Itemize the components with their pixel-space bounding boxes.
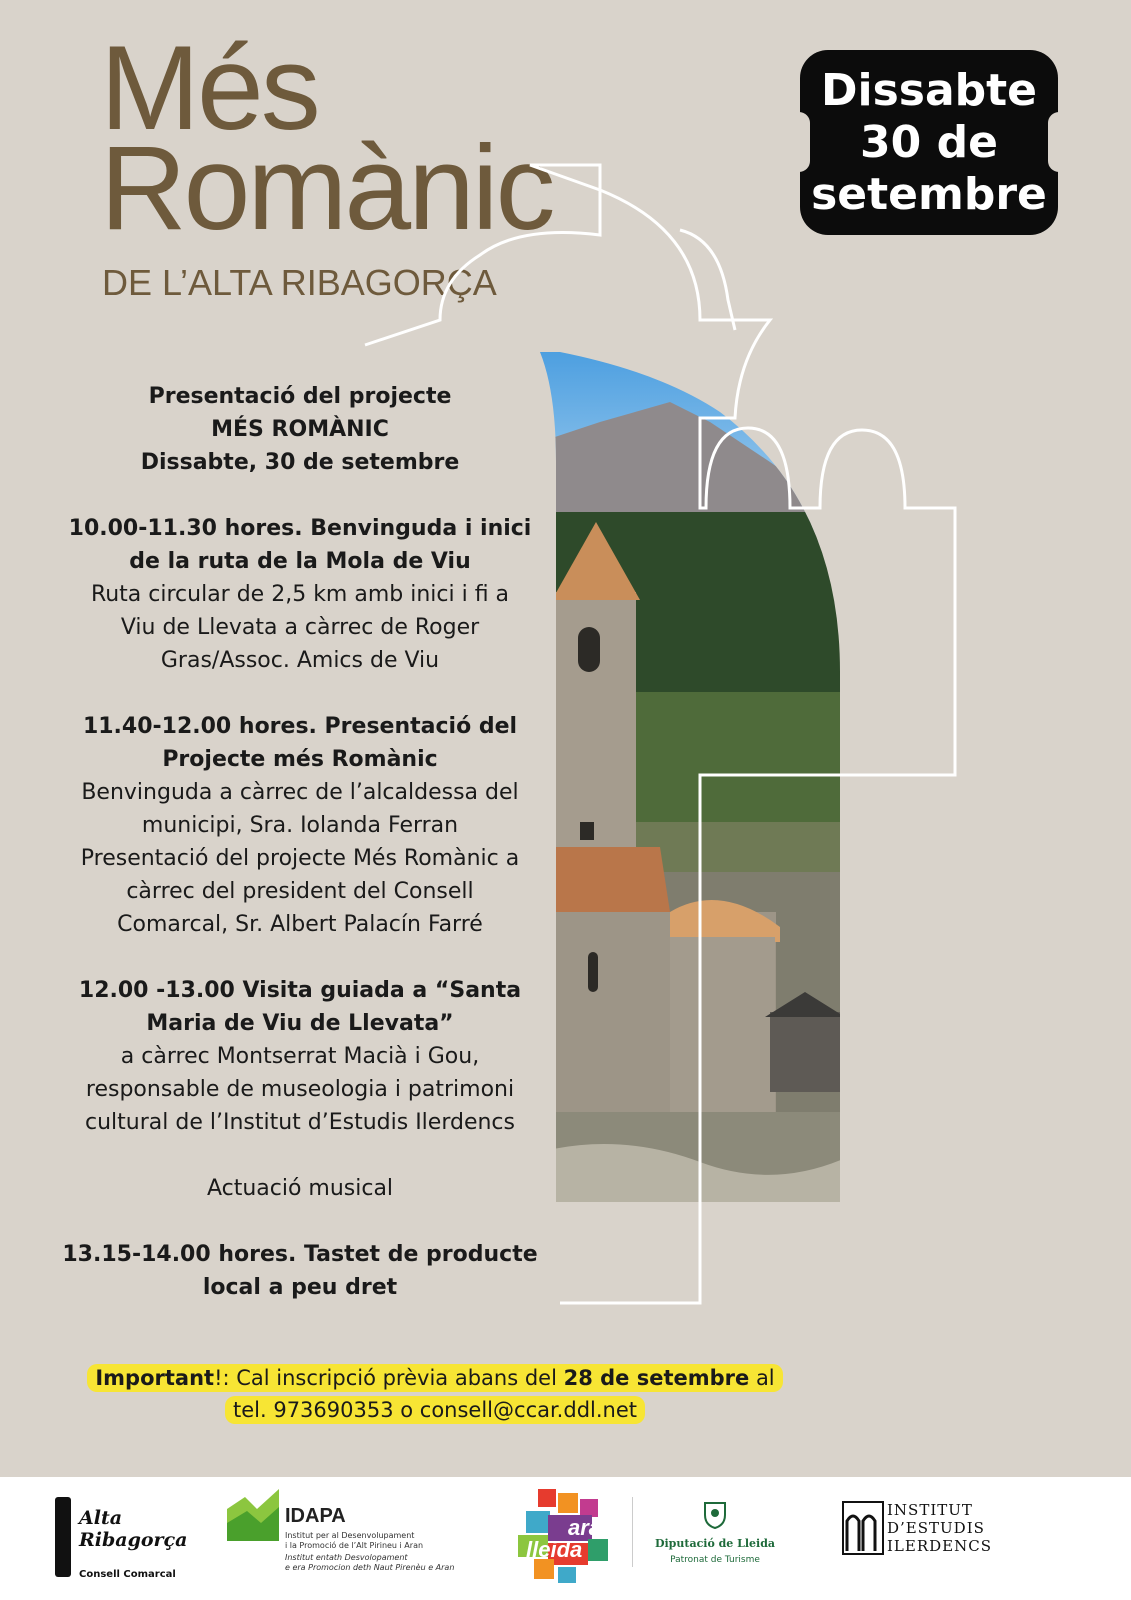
- poster-subtitle: DE L’ALTA RIBAGORÇA: [102, 262, 497, 303]
- idapa-name: IDAPA: [285, 1505, 346, 1527]
- badge-line-1: Dissabte: [820, 64, 1038, 116]
- notice-contact[interactable]: tel. 973690353 o consell@ccar.ddl.net: [225, 1396, 645, 1424]
- title-line-2: Romànic: [100, 121, 553, 255]
- iei-arches-icon: [842, 1501, 884, 1555]
- event-program: [50, 380, 550, 1337]
- alta-line-1: Alta: [79, 1507, 123, 1529]
- intro-line: Dissabte, 30 de setembre: [140, 450, 460, 475]
- program-music: Actuació musical: [206, 1176, 394, 1201]
- item-body: Ruta circular de 2,5 km amb inici i fi a: [90, 582, 510, 607]
- idapa-line: Institut entath Desvolopament: [285, 1553, 408, 1562]
- item-heading: 13.15-14.00 hores. Tastet de producte: [62, 1242, 538, 1267]
- alta-logo-text: [79, 1507, 187, 1551]
- program-intro: [50, 380, 550, 479]
- item-body: Benvinguda a càrrec de l’alcaldessa del: [81, 780, 519, 805]
- alta-sub: Consell Comarcal: [79, 1569, 176, 1580]
- iei-line: ILERDENCS: [887, 1537, 992, 1555]
- ara-lleida-logo: [518, 1489, 613, 1584]
- idapa-line: i la Promoció de l’Alt Pirineu i Aran: [285, 1541, 424, 1550]
- notice-date: 28 de setembre: [563, 1366, 750, 1390]
- idapa-line: Institut per al Desenvolupament: [285, 1531, 415, 1540]
- diputacio-sub: Patronat de Turisme: [670, 1555, 760, 1565]
- idapa-line: e era Promocion deth Naut Pirenèu e Aran: [285, 1563, 455, 1572]
- registration-notice: [70, 1362, 800, 1426]
- coat-of-arms-icon: [703, 1499, 727, 1529]
- iei-line: INSTITUT: [887, 1501, 973, 1519]
- diputacio-name: Diputació de Lleida: [654, 1537, 776, 1550]
- sponsor-footer: [0, 1477, 1131, 1600]
- notice-important: Important: [95, 1366, 215, 1390]
- item-body: Presentació del projecte Més Romànic a: [80, 846, 520, 871]
- idapa-logo: [225, 1487, 465, 1587]
- notice-text-end: al: [749, 1366, 775, 1390]
- program-item-4: [50, 1238, 550, 1304]
- item-body: Comarcal, Sr. Albert Palacín Farré: [117, 912, 483, 937]
- program-item-3: [50, 974, 550, 1139]
- alta-ribagorca-logo: [55, 1487, 188, 1580]
- badge-line-3: setembre: [811, 168, 1047, 220]
- item-body: municipi, Sra. Iolanda Ferran: [141, 813, 459, 838]
- intro-line: MÉS ROMÀNIC: [211, 417, 389, 442]
- item-heading: local a peu dret: [202, 1275, 398, 1300]
- item-heading: 11.40-12.00 hores. Presentació del: [82, 714, 518, 739]
- item-heading: 12.00 -13.00 Visita guiada a “Santa: [78, 978, 522, 1003]
- program-item-1: [50, 512, 550, 677]
- lleida-word: lleida: [526, 1537, 583, 1562]
- program-item-2: [50, 710, 550, 941]
- item-heading: Projecte més Romànic: [162, 747, 438, 772]
- alta-line-2: Ribagorça: [79, 1529, 188, 1551]
- badge-line-2: 30 de: [860, 116, 998, 168]
- footer-divider: [632, 1497, 633, 1567]
- item-body: cultural de l’Institut d’Estudis Ilerdencs: [85, 1110, 515, 1135]
- item-heading: 10.00-11.30 hores. Benvinguda i inici: [68, 516, 532, 541]
- diputacio-lleida-logo: [650, 1495, 780, 1585]
- tower-icon: [55, 1497, 71, 1577]
- item-body: càrrec del president del Consell: [126, 879, 474, 904]
- iei-line: D’ESTUDIS: [887, 1519, 985, 1537]
- iei-logo: [842, 1499, 992, 1579]
- notice-text: !: Cal inscripció prèvia abans del: [214, 1366, 564, 1390]
- item-body: responsable de museologia i patrimoni: [85, 1077, 515, 1102]
- intro-line: Presentació del projecte: [148, 384, 452, 409]
- notice-line-1: [87, 1364, 782, 1392]
- iei-name: [887, 1501, 992, 1555]
- idapa-mark-icon: [227, 1489, 279, 1541]
- title-line-1: Més: [100, 21, 318, 155]
- item-body: Gras/Assoc. Amics de Viu: [160, 648, 440, 673]
- item-heading: Maria de Viu de Llevata”: [146, 1011, 454, 1036]
- item-body: Viu de Llevata a càrrec de Roger: [120, 615, 480, 640]
- ara-word: ara: [568, 1515, 602, 1540]
- item-body: a càrrec Montserrat Macià i Gou,: [120, 1044, 480, 1069]
- item-heading: de la ruta de la Mola de Viu: [129, 549, 471, 574]
